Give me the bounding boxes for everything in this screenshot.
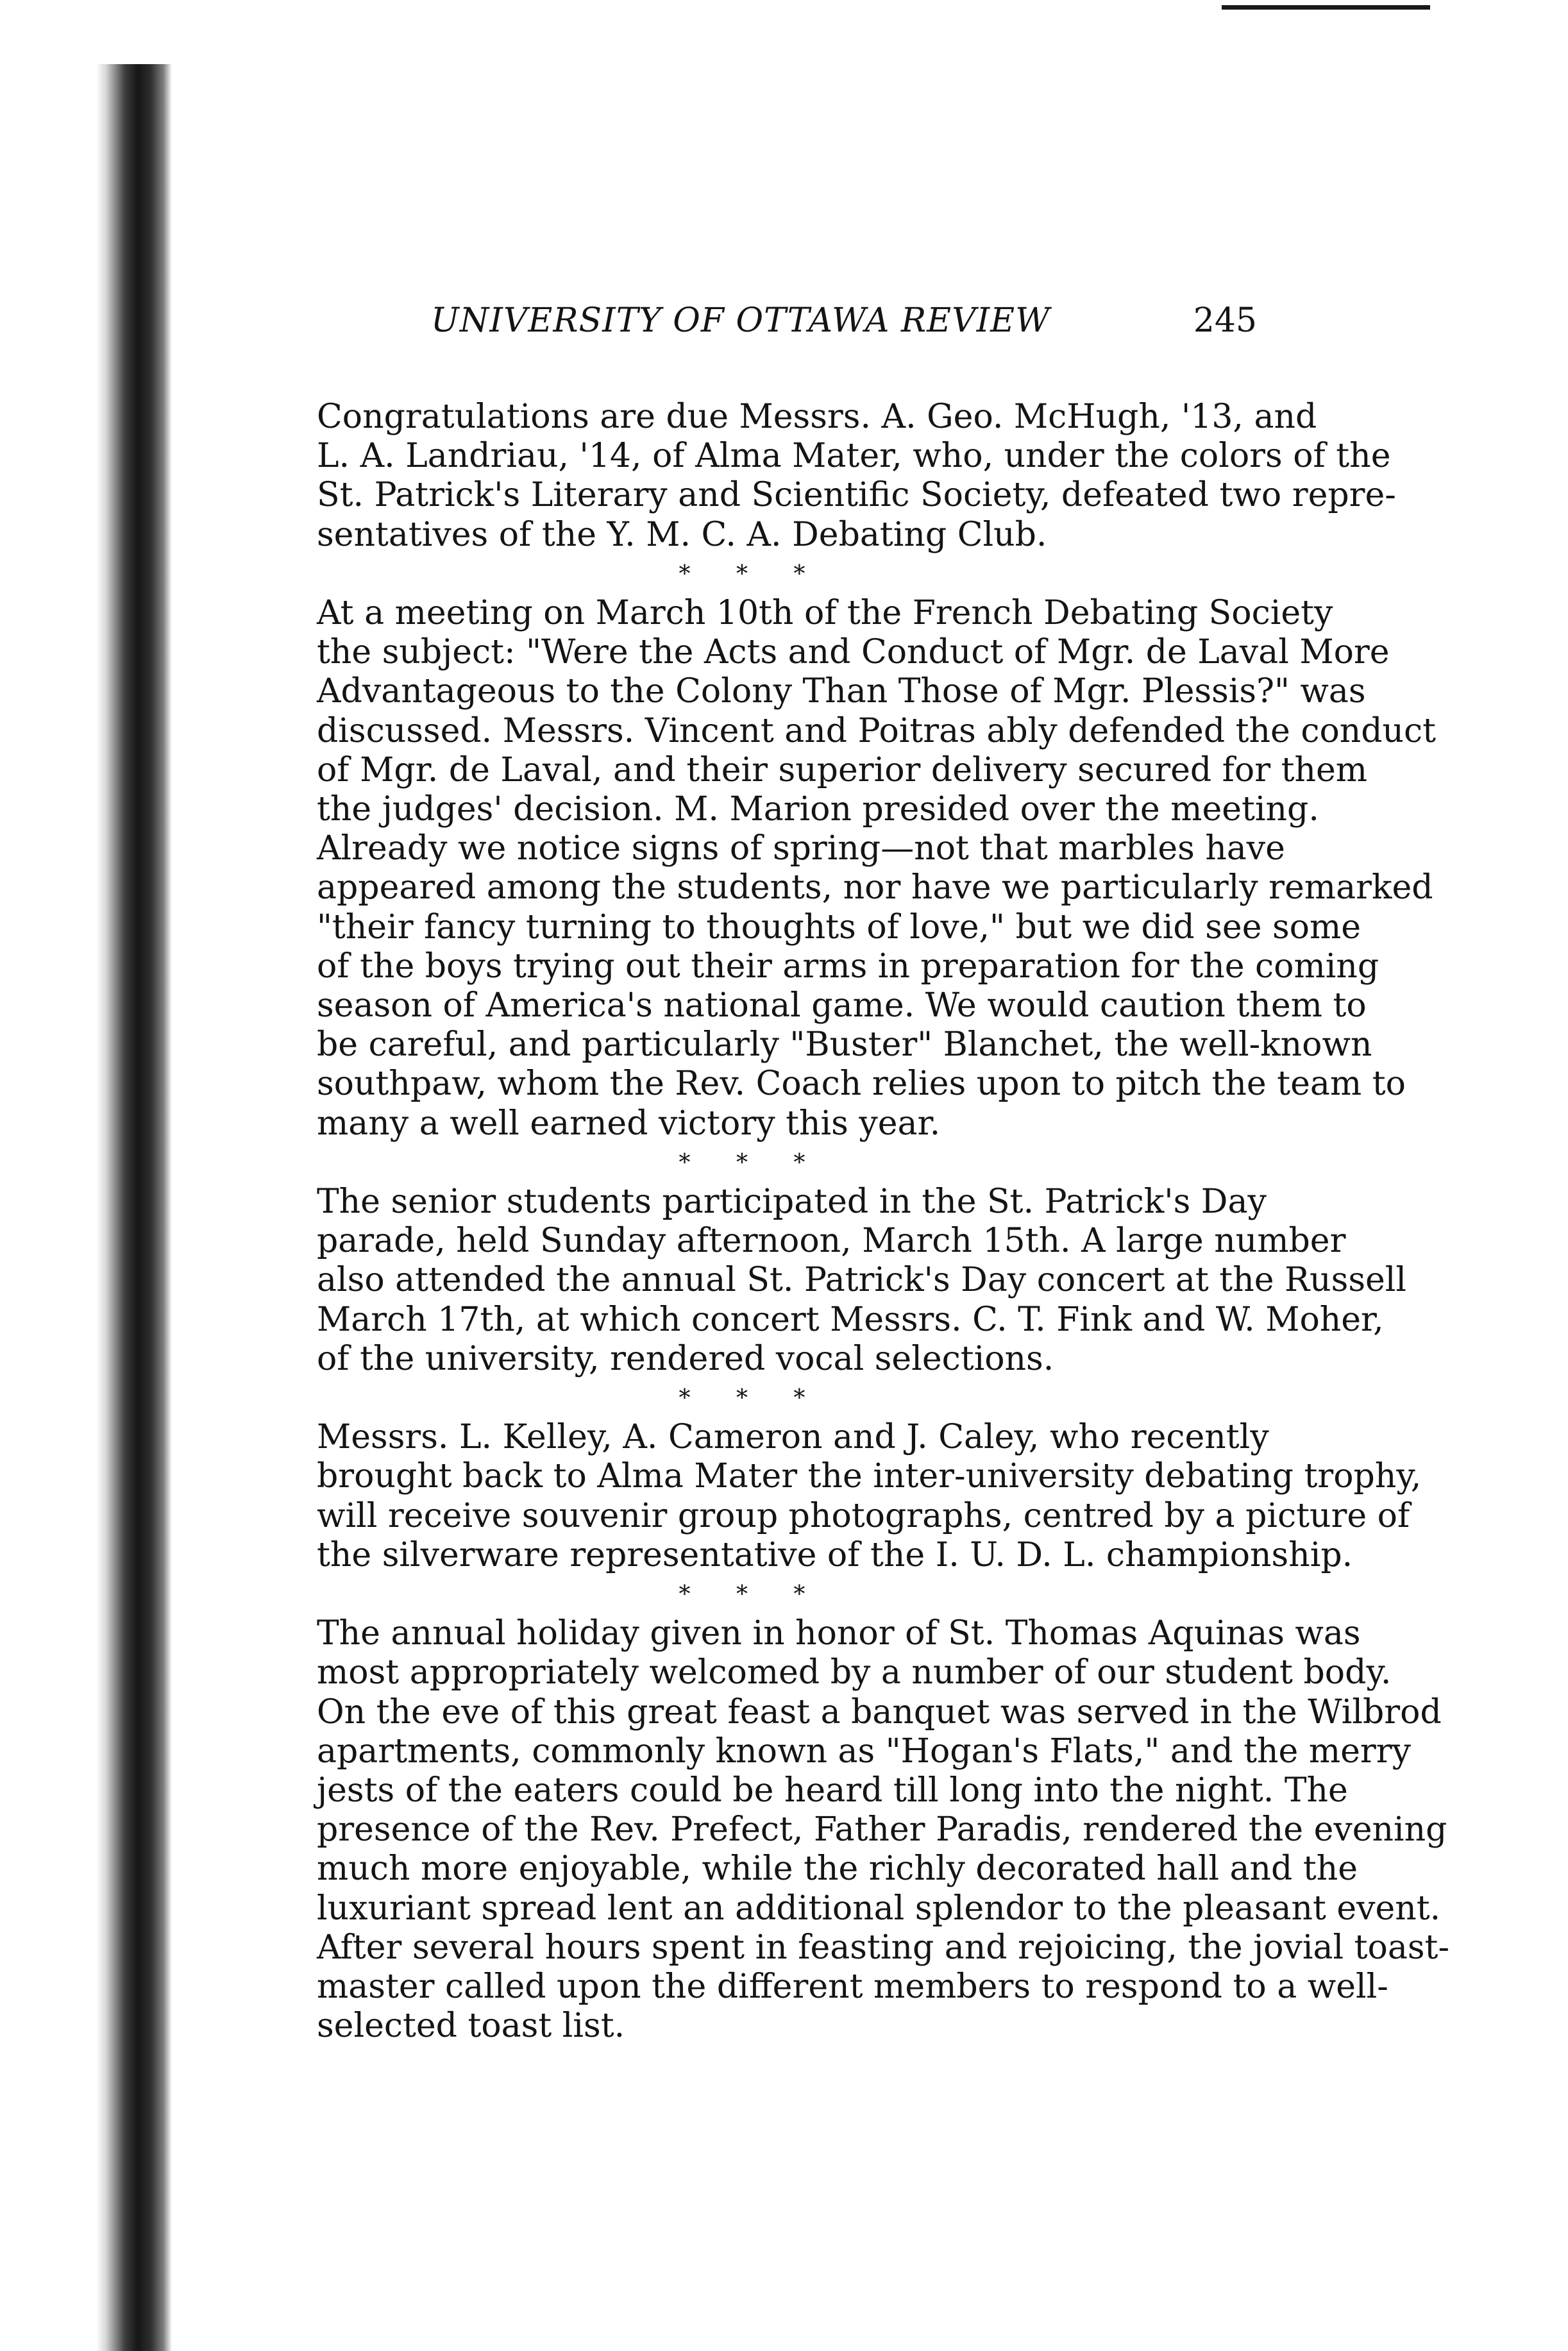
text-line: master called upon the different members to respond to a well-	[317, 1968, 1388, 2007]
text-line: the subject: "Were the Acts and Conduct of Mgr. de Laval More	[317, 633, 1390, 672]
top-edge-rule	[1222, 5, 1430, 10]
text-line: also attended the annual St. Patrick's Day concert at the Russell	[317, 1261, 1407, 1300]
text-line: parade, held Sunday afternoon, March 15th. A large number	[317, 1222, 1346, 1261]
text-line: After several hours spent in feasting and rejoicing, the jovial toast-	[317, 1928, 1450, 1967]
text-line: On the eve of this great feast a banquet was served in the Wilbrod	[317, 1692, 1442, 1732]
page-number: 245	[1193, 301, 1257, 340]
text-line: most appropriately welcomed by a number of our student body.	[317, 1653, 1392, 1692]
text-line: L. A. Landriau, '14, of Alma Mater, who, under the colors of the	[317, 437, 1391, 476]
text-line: March 17th, at which concert Messrs. C. T. Fink and W. Moher,	[317, 1300, 1384, 1339]
text-line: "their fancy turning to thoughts of love," but we did see some	[317, 907, 1361, 947]
text-line: brought back to Alma Mater the inter-university debating trophy,	[317, 1457, 1422, 1496]
text-line: much more enjoyable, while the richly decorated hall and the	[317, 1850, 1358, 1889]
text-line: southpaw, whom the Rev. Coach relies upon to pitch the team to	[317, 1065, 1406, 1104]
text-line: will receive souvenir group photographs, centred by a picture of	[317, 1496, 1410, 1535]
section-divider: * * *	[679, 1385, 825, 1412]
text-line: Advantageous to the Colony Than Those of Mgr. Plessis?" was	[317, 672, 1366, 711]
text-line: apartments, commonly known as "Hogan's Flats," and the merry	[317, 1732, 1411, 1771]
text-line: Congratulations are due Messrs. A. Geo. McHugh, '13, and	[317, 398, 1317, 436]
text-line: the judges' decision. M. Marion presided over the meeting.	[317, 790, 1319, 829]
text-line: Messrs. L. Kelley, A. Cameron and J. Caley, who recently	[317, 1418, 1269, 1457]
text-line: The senior students participated in the St. Patrick's Day	[317, 1183, 1267, 1222]
text-line: sentatives of the Y. M. C. A. Debating Club.	[317, 515, 1047, 554]
text-line: The annual holiday given in honor of St. Thomas Aquinas was	[317, 1614, 1361, 1653]
paragraph-st-patricks-day	[246, 1183, 1407, 1379]
text-line: season of America's national game. We would caution them to	[317, 986, 1367, 1025]
text-line: discussed. Messrs. Vincent and Poitras ably defended the conduct	[317, 711, 1437, 750]
text-line: jests of the eaters could be heard till long into the night. The	[317, 1771, 1348, 1810]
section-divider: * * *	[679, 1149, 825, 1176]
text-line: selected toast list.	[317, 2007, 625, 2046]
text-line: luxuriant spread lent an additional splendor to the pleasant event.	[317, 1889, 1441, 1928]
section-divider: * * *	[679, 1581, 825, 1608]
running-head	[431, 301, 1257, 346]
paragraph-french-debating	[246, 594, 1437, 829]
text-line: be careful, and particularly "Buster" Blanchet, the well-known	[317, 1025, 1372, 1065]
text-line: of Mgr. de Laval, and their superior delivery secured for them	[317, 750, 1368, 789]
text-line: of the boys trying out their arms in preparation for the coming	[317, 947, 1379, 986]
text-line: appeared among the students, nor have we particularly remarked	[317, 868, 1433, 907]
paragraph-spring-baseball	[246, 829, 1433, 1143]
text-line: presence of the Rev. Prefect, Father Paradis, rendered the evening	[317, 1810, 1447, 1850]
section-divider: * * *	[679, 560, 825, 587]
text-line: At a meeting on March 10th of the French Debating Society	[317, 594, 1333, 632]
journal-title: UNIVERSITY OF OTTAWA REVIEW	[431, 301, 1050, 340]
text-line: St. Patrick's Literary and Scientific Society, defeated two repre-	[317, 476, 1396, 515]
paragraph-debating-club	[246, 398, 1396, 555]
paragraph-debating-trophy	[246, 1418, 1422, 1575]
article-body	[246, 398, 1450, 2046]
text-line: Already we notice signs of spring—not that marbles have	[317, 829, 1285, 868]
book-spine-shadow	[0, 64, 172, 2351]
text-line: the silverware representative of the I. U. D. L. championship.	[317, 1535, 1353, 1574]
paragraph-st-thomas-aquinas	[246, 1614, 1450, 2046]
text-line: of the university, rendered vocal selections.	[317, 1339, 1054, 1378]
text-line: many a well earned victory this year.	[317, 1104, 941, 1143]
